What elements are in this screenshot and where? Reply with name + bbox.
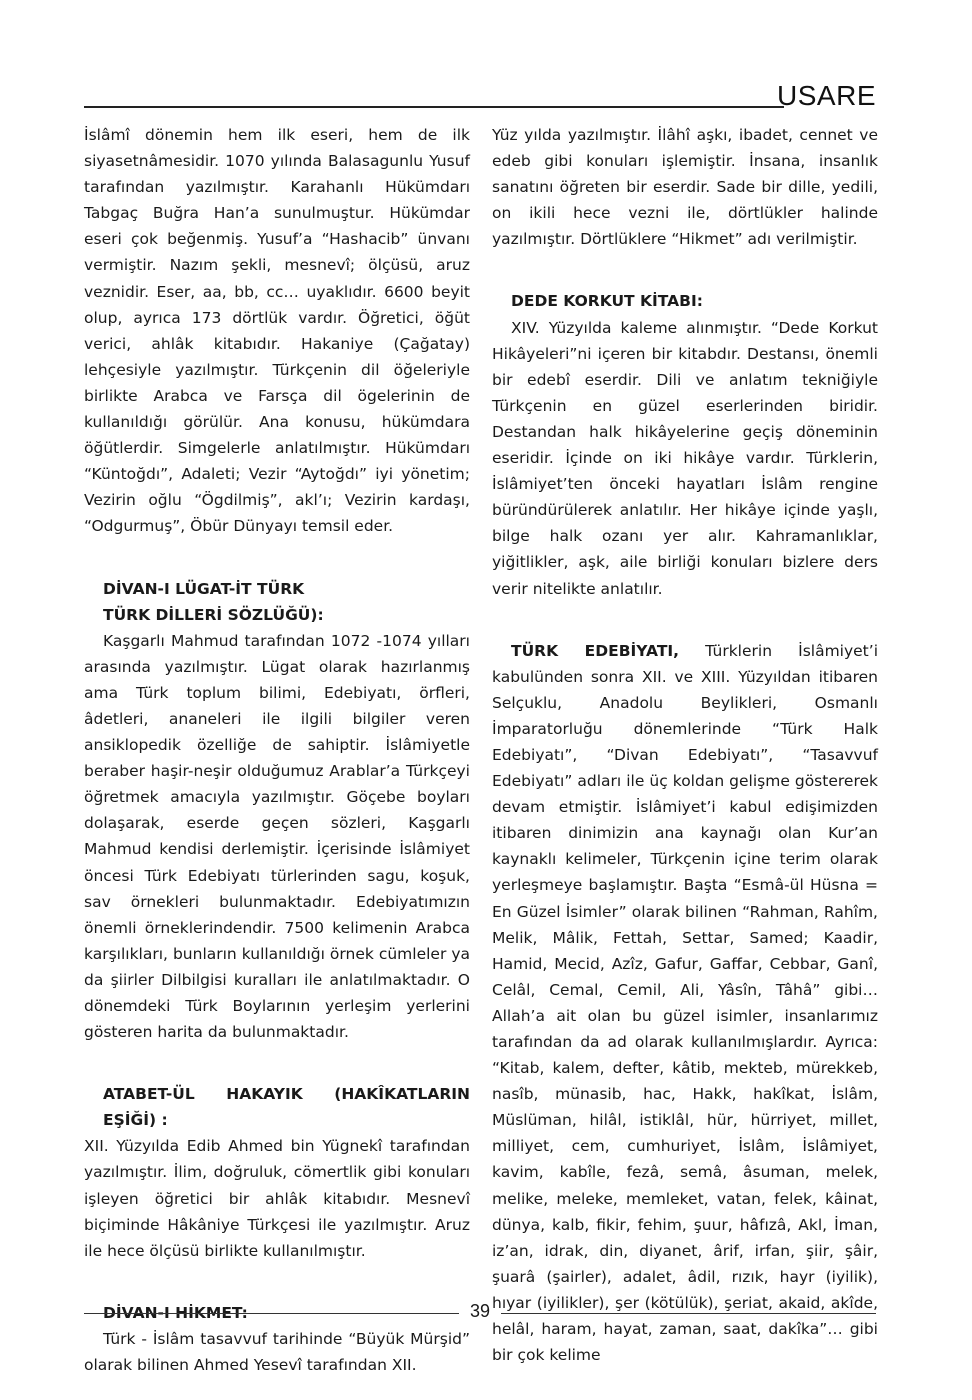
divan-lugat-heading-line1: DİVAN-I LÜGAT-İT TÜRK [103,579,305,598]
divan-lugat-heading-line2: TÜRK DİLLERİ SÖZLÜĞÜ): [103,605,324,624]
page-number: 39 [469,1301,491,1321]
divan-hikmet-paragraph: Türk - İslâm tasavvuf tarihinde “Büyük Mürşid” olarak bilinen Ahmed Yesevî tarafından XII. [84,1329,470,1375]
divan-lugat-paragraph: Kaşgarlı Mahmud tarafından 1072 -1074 yılları arasında yazılmıştır. Lügat olarak hazırlanmış ama Türk toplum bilimi, Edebiyatı, örfleri, âdetleri, ananeleri ile ilgili bilgiler veren ansiklopedik özelliğe de sahiptir. İslâmiyetle beraber haşir-neşir olduğumuz Arablar’a Türkçeyi öğretmek amacıyla yazılmıştır. Göçebe boyları dolaşarak, eserde geçen sözleri, Kaşgarlı Mahmud kendisi derlemiştir. İçerisinde İslâmiyet öncesi Türk Edebiyatı türlerinden sagu, koşuk, sav örnekleri bulunmaktadır. Edebiyatımızın önemli örneklerindendir. 7500 kelimenin Arabca karşılıkları, bunların kullanıldığı örnek cümleler ya da şiirler Dilbilgisi kuralları ile anlatılmaktadır. O dönemdeki Türk Boylarının yerleşim yerlerini gösteren harita da bulunmaktadır. [84,631,470,1042]
divan-hikmet-continued-paragraph: Yüz yılda yazılmıştır. İlâhî aşkı, ibadet, cennet ve edeb gibi konuları işlemiştir. İnsana, insanlık sanatını öğreten bir eserdir. Sade bir dille, yedili, on ikili hece vezni ile, dörtlükler halinde yazılmıştır. Dörtlüklere “Hikmet” adı verilmiştir. [492,126,878,249]
footer-rule-left [84,1313,459,1314]
turk-edebiyati-text: Türklerin İslâmiyet’i kabulünden sonra XII. ve XIII. Yüzyıldan itibaren Selçuklu, Anadolu Beylikleri, Osmanlı İmparatorluğu dönemlerinde “Türk Halk Edebiyatı”, “Divan Edebiyatı”, “Tasavvuf Edebiyatı” adları ile üç koldan gelişme göstererek devam etmiştir. İslâmiyet’i kabul edişimizden itibaren dinimizin ana kaynağı olan Kur’an kaynaklı kelimeler, Türkçenin içine terim olarak yerleşmeye başlamıştır. Başta “Esmâ-ül Hüsna = En Güzel İsimler” olarak bilinen “Rahman, Rahîm, Melik, Mâlik, Fettah, Settar, Samed; Kaadir, Hamid, Mecid, Azîz, Gafur, Gaffar, Cebbar, Ganî, Celâl, Cemal, Cemil, Ali, Yâsîn, Tâhâ” gibi… Allah’a ait olan bu güzel isimler, insanlarımız tarafından da ad olarak kullanılmışlardır. Ayrıca: “Kitab, kalem, defter, kâtib, mekteb, mürekkeb, nasîb, münasib, hac, Hakk, hakîkat, İslâm, Müslüman, hilâl, istiklâl, hür, hürriyet, millet, milliyet, cem, cumhuriyet, İslâm, İslâmiyet, kavim, kabîle, fezâ, semâ, âsuman, melek, melike, meleke, memleket, vatan, felek, kâinat, dünya, kalb, fikir, fehim, şuur, hâfızâ, Akl, İman, iz’an, idrak, din, diyanet, ârif, irfan, şiir, şâir, şuarâ (şairler), adalet, âdil, rızık, hayr (iyilik), hıyar (iyilikler), şer (kötülük), şeriat, akaid, akîde, helâl, haram, hayat, zaman, saat, dakîka”… gibi bir çok kelime [492,641,878,1365]
header-rule [84,106,784,108]
dede-korkut-heading: DEDE KORKUT KİTABI: [511,292,703,311]
turk-edebiyati-paragraph [492,638,878,1369]
atabet-paragraph: XII. Yüzyılda Edib Ahmed bin Yügnekî tarafından yazılmıştır. İlim, doğruluk, cömertlik gibi konuları işleyen öğretici bir ahlâk kitabıdır. Mesnevî biçiminde Hâkâniye Türkçesi ile yazılmıştır. Aruz ile hece ölçüsü birlikte kullanılmıştır. [84,1137,470,1260]
page-footer [84,1300,876,1326]
footer-rule-right [501,1313,876,1314]
page-header-title: USARE [777,80,876,111]
atabet-heading: ATABET-ÜL HAKAYIK (HAKÎKATLARIN EŞİĞİ) : [103,1085,470,1130]
divan-hikmet-heading: DİVAN-I HİKMET: [103,1303,248,1322]
left-column [84,122,470,1378]
turk-edebiyati-lead: TÜRK EDEBİYATI, [511,641,680,660]
kutadgu-bilig-paragraph: İslâmî dönemin hem ilk eseri, hem de ilk siyasetnâmesidir. 1070 yılında Balasagunlu Yusuf tarafından yazılmıştır. Karahanlı Hükümdarı Tabgaç Buğra Han’a sunulmuştur. Hükümdar eseri çok beğenmiş. Yusuf’a “Hashacib” ünvanı vermiştir. Nazım şekli, mesnevî; ölçüsü, aruz veznidir. Eser, aa, bb, cc… uyaklıdır. 6600 beyit olup, ayrıca 173 dörtlük vardır. Öğretici, öğüt verici, ahlâk kitabıdır. Hakaniye (Çağatay) lehçesiyle yazılmıştır. Türkçenin dil öğeleriyle birlikte Arabca ve Farsça dil ögelerinin de kullanıldığı görülür. Ana konusu, hükümdara öğütlerdir. Simgelerle anlatılmıştır. Hükümdarı “Küntoğdı”, Adaleti; Vezir “Aytoğdı” iyi yönetim; Vezirin oğlu “Ögdilmiş”, akl’ı; Vezirin kardaşı, “Odgurmuş”, Öbür Dünyayı temsil eder. [84,126,470,536]
right-column [492,122,878,1368]
dede-korkut-paragraph: XIV. Yüzyılda kaleme alınmıştır. “Dede Korkut Hikâyeleri”ni içeren bir kitabdır. Destansı, önemli bir edebî eserdir. Dili ve anlatım tekniğiyle Türkçenin en güzel eserlerinden biridir. Destandan halk hikâyelerine geçiş döneminin eseridir. İçinde on iki hikâye vardır. Türklerin, İslâmiyet’ten önceki hayatları İslâm rengine büründürülerek anlatılır. Her hikâye içinde yaşlı, bilge halk ozanı yer alır. Kahramanlıklar, yiğitlikler, aşk, aile birliği konuları bizlere ders verir nitelikte anlatılır. [492,318,878,598]
